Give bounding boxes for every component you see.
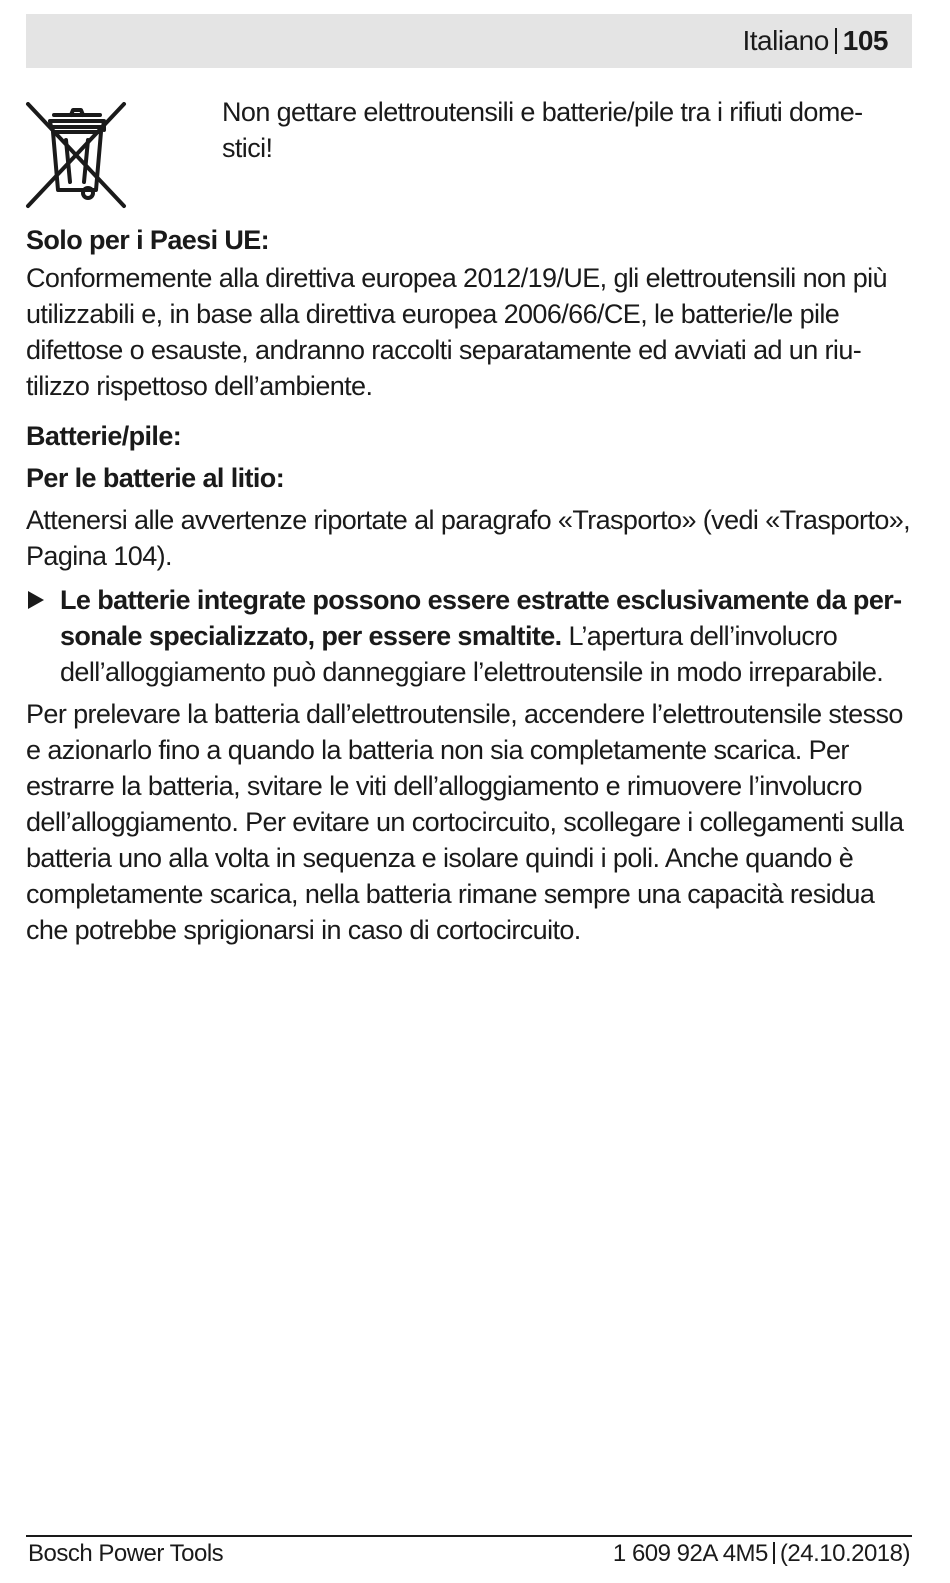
page-number: 105 bbox=[842, 25, 888, 56]
footer-divider bbox=[26, 1535, 912, 1537]
header-separator bbox=[835, 28, 837, 54]
battery-heading: Batterie/pile: bbox=[26, 421, 182, 451]
footer-doc-number: 1 609 92A 4M5 bbox=[612, 1540, 768, 1567]
crossed-out-wheelie-bin-icon bbox=[24, 102, 128, 210]
footer-date: (24.10.2018) bbox=[779, 1540, 910, 1567]
warning-text: L’apertura dell’involucro dell’alloggiamento può danneggiare l’elettroutensile in modo irreparabile. bbox=[60, 621, 884, 687]
footer-brand: Bosch Power Tools bbox=[28, 1540, 224, 1567]
disposal-note: Non gettare elettroutensili e batterie/pile tra i rifiuti domestici! bbox=[222, 97, 864, 163]
warning-bold-text: Le batterie integrate possono essere estratte esclusivamente da personale specializzato, per essere smaltite. bbox=[60, 585, 903, 651]
lithium-paragraph: Attenersi alle avvertenze riportate al paragrafo «Trasporto» (vedi «Trasporto», Pagina 104). bbox=[26, 505, 911, 571]
footer-doc-info bbox=[613, 1540, 910, 1568]
warning-item bbox=[26, 582, 916, 690]
header-language: Italiano bbox=[742, 25, 829, 56]
lithium-heading: Per le batterie al litio: bbox=[26, 463, 285, 493]
removal-paragraph: Per prelevare la batteria dall’elettroutensile, accendere l’elettroutensile stesso e azionarlo fino a quando la batteria non sia completamente scarica. Per estrarre la batteria, svitare le viti dell’alloggiamento e rimuovere l’involucro dell’alloggiamento. Per evitare un cortocircuito, scollegare i collegamenti sulla batteria uno alla volta in sequenza e isolare quindi i poli. Anche quando è completamente scarica, nella batteria rimane sempre una capacità residua che potrebbe sprigionarsi in caso di cortocircuito. bbox=[26, 699, 904, 945]
main-content bbox=[26, 222, 916, 948]
eu-heading: Solo per i Paesi UE: bbox=[26, 225, 270, 255]
page-header bbox=[26, 14, 912, 68]
eu-paragraph: Conformemente alla direttiva europea 2012/19/UE, gli elettroutensili non più utilizzabili e, in base alla direttiva europea 2006/66/CE, le batterie/le pile difettose o esauste, andranno raccolti separatamente ed avviati ad un riutilizzo rispettoso dell’ambiente. bbox=[26, 263, 887, 401]
triangle-bullet-icon bbox=[28, 591, 44, 609]
footer-separator bbox=[773, 1542, 775, 1564]
header-text bbox=[742, 25, 888, 57]
